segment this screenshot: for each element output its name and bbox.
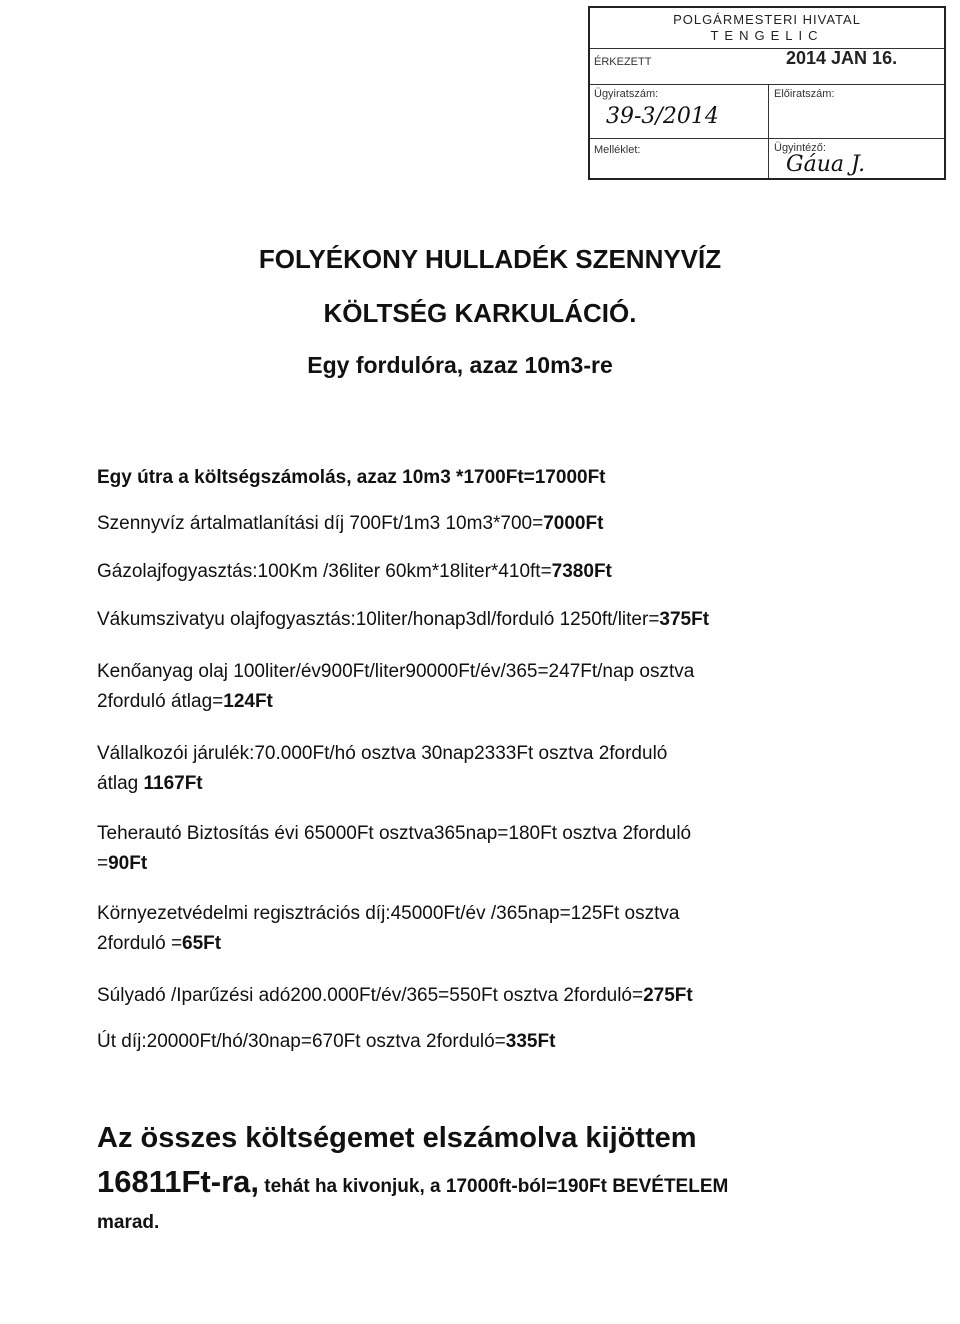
cost-item-lubricant-cont: 2forduló átlag=124Ft (97, 691, 273, 712)
cost-item-contribution-cont: átlag 1167Ft (97, 773, 203, 794)
cost-item-weight-tax: Súlyadó /Iparűzési adó200.000Ft/év/365=550Ft osztva 2forduló=275Ft (97, 985, 693, 1006)
summary-line-1: Az összes költségemet elszámolva kijöttem (97, 1122, 697, 1154)
cost-item-insurance: Teherautó Biztosítás évi 65000Ft osztva365nap=180Ft osztva 2forduló (97, 823, 692, 844)
stamp-town: TENGELIC (710, 28, 824, 43)
cost-item-contribution: Vállalkozói járulék:70.000Ft/hó osztva 30nap2333Ft osztva 2forduló (97, 743, 668, 764)
cost-item-disposal: Szennyvíz ártalmatlanítási díj 700Ft/1m3 10m3*700=7000Ft (97, 513, 604, 534)
stamp-clerk-label: Ügyintéző: (774, 142, 826, 154)
stamp-clerk-value: Gáua J. (786, 152, 866, 177)
cost-item-fuel: Gázolajfogyasztás:100Km /36liter 60km*18liter*410ft=7380Ft (97, 561, 612, 582)
cost-item-trip: Egy útra a költségszámolás, azaz 10m3 *1700Ft=17000Ft (97, 467, 606, 488)
heading-line-1: FOLYÉKONY HULLADÉK SZENNYVÍZ (258, 244, 722, 274)
stamp-received-date: 2014 JAN 16. (786, 48, 898, 68)
cost-item-pump-oil: Vákumszivatyu olajfogyasztás:10liter/honap3dl/forduló 1250ft/liter=375Ft (97, 609, 710, 630)
heading-line-3: Egy fordulóra, azaz 10m3-re (307, 352, 613, 378)
summary-line-3: marad. (97, 1212, 160, 1233)
stamp-prior-number-label: Előiratszám: (774, 88, 835, 100)
heading-line-2: KÖLTSÉG KARKULÁCIÓ. (323, 298, 637, 328)
stamp-attachments-label: Melléklet: (594, 144, 641, 156)
cost-item-insurance-cont: =90Ft (97, 853, 148, 874)
cost-item-lubricant: Kenőanyag olaj 100liter/év900Ft/liter90000Ft/év/365=247Ft/nap osztva (97, 661, 695, 682)
stamp-received-label: ÉRKEZETT (594, 56, 652, 68)
cost-item-road-fee: Út díj:20000Ft/hó/30nap=670Ft osztva 2forduló=335Ft (97, 1031, 556, 1052)
cost-item-environment-cont: 2forduló =65Ft (97, 933, 222, 954)
stamp-office: POLGÁRMESTERI HIVATAL (673, 12, 861, 27)
summary-line-2: 16811Ft-ra, tehát ha kivonjuk, a 17000ft-ból=190Ft BEVÉTELEM (97, 1164, 729, 1199)
cost-item-environment: Környezetvédelmi regisztrációs díj:45000Ft/év /365nap=125Ft osztva (97, 903, 680, 924)
stamp-case-number-value: 39-3/2014 (606, 104, 719, 129)
stamp-case-number-label: Ügyiratszám: (594, 88, 659, 100)
registration-stamp (588, 6, 946, 180)
